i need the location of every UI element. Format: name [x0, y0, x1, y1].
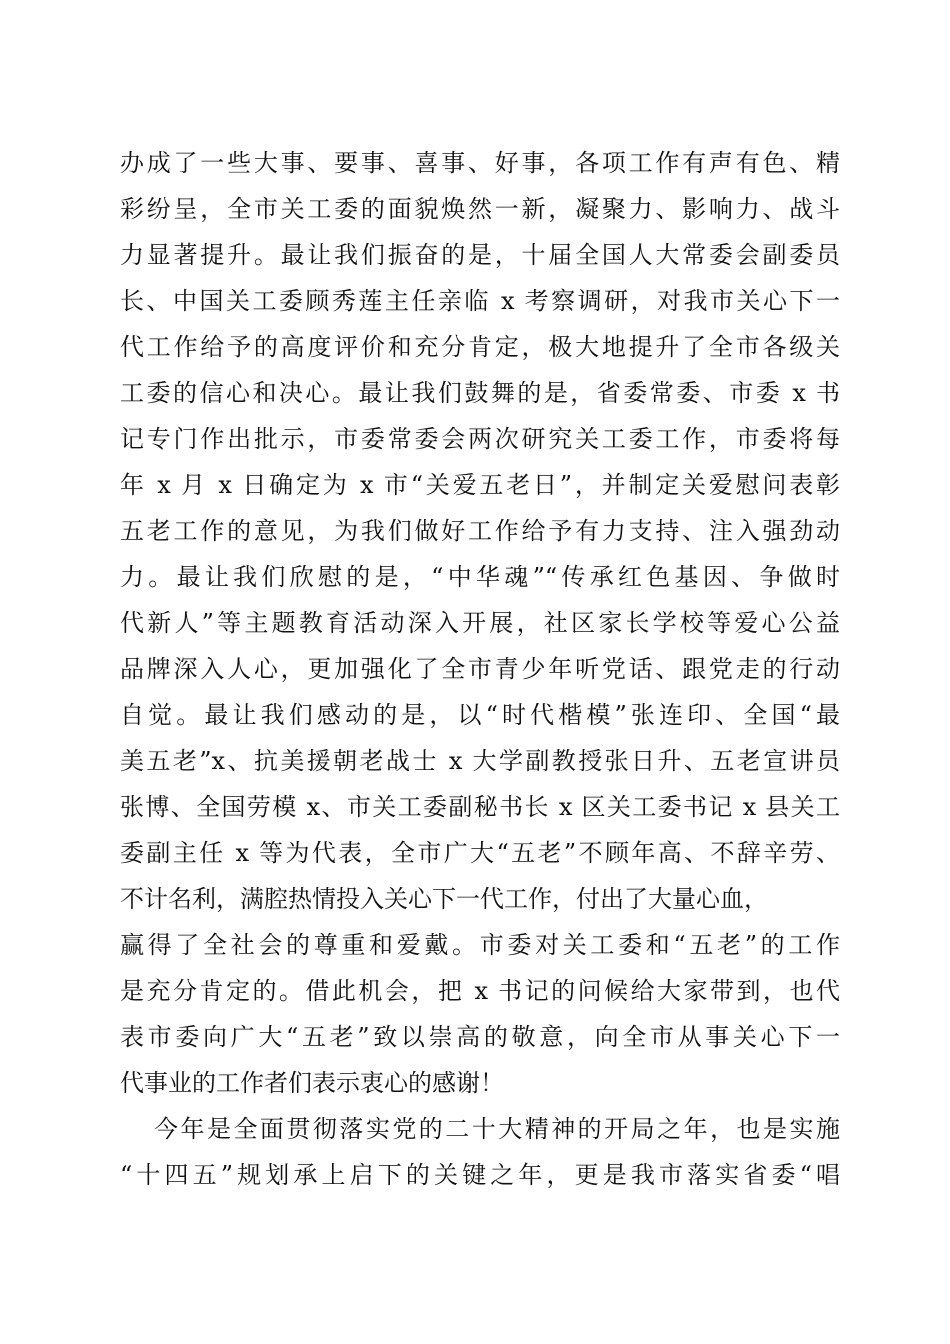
text-line: 工委的信心和决心。最让我们鼓舞的是，省委常委、市委 x 书 — [120, 379, 840, 407]
text-line: 自觉。最让我们感动的是，以“时代楷模”张连印、全国“最 — [120, 701, 840, 729]
text-line: 品牌深入人心，更加强化了全市青少年听党话、跟党走的行动 — [120, 655, 840, 683]
paragraph-1 — [120, 140, 840, 1106]
text-line: 委副主任 x 等为代表，全市广大“五老”不顾年高、不辞辛劳、 — [120, 839, 840, 867]
text-line: 表市委向广大“五老”致以崇高的敬意，向全市从事关心下一 — [120, 1023, 840, 1051]
text-line: 是充分肯定的。借此机会，把 x 书记的问候给大家带到，也代 — [120, 977, 840, 1005]
text-line: 美五老”x、抗美援朝老战士 x 大学副教授张日升、五老宣讲员 — [120, 747, 840, 775]
document-body — [120, 140, 840, 1198]
text-line: 长、中国关工委顾秀莲主任亲临 x 考察调研，对我市关心下一 — [120, 287, 840, 315]
text-line: 五老工作的意见，为我们做好工作给予有力支持、注入强劲动 — [120, 517, 840, 545]
text-line: 赢得了全社会的尊重和爱戴。市委对关工委和“五老”的工作 — [120, 931, 840, 959]
text-line: 张博、全国劳模 x、市关工委副秘书长 x 区关工委书记 x 县关工 — [120, 793, 840, 821]
paragraph-2 — [120, 1106, 840, 1198]
text-line: 代新人”等主题教育活动深入开展，社区家长学校等爱心公益 — [120, 609, 840, 637]
text-line: 代事业的工作者们表示衷心的感谢！ — [120, 1069, 504, 1097]
text-line: 年 x 月 x 日确定为 x 市“关爱五老日”，并制定关爱慰问表彰 — [120, 471, 840, 499]
text-line: 办成了一些大事、要事、喜事、好事，各项工作有声有色、精 — [120, 149, 840, 177]
text-line: 今年是全面贯彻落实党的二十大精神的开局之年，也是实施 — [154, 1115, 840, 1143]
text-line: 记专门作出批示，市委常委会两次研究关工委工作，市委将每 — [120, 425, 840, 453]
text-line: “十四五”规划承上启下的关键之年，更是我市落实省委“唱 — [120, 1161, 840, 1189]
text-line: 不计名利，满腔热情投入关心下一代工作，付出了大量心血， — [120, 885, 768, 913]
text-line: 代工作给予的高度评价和充分肯定，极大地提升了全市各级关 — [120, 333, 840, 361]
text-line: 彩纷呈，全市关工委的面貌焕然一新，凝聚力、影响力、战斗 — [120, 195, 840, 223]
text-line: 力。最让我们欣慰的是，“中华魂”“传承红色基因、争做时 — [120, 563, 840, 591]
text-line: 力显著提升。最让我们振奋的是，十届全国人大常委会副委员 — [120, 241, 840, 269]
